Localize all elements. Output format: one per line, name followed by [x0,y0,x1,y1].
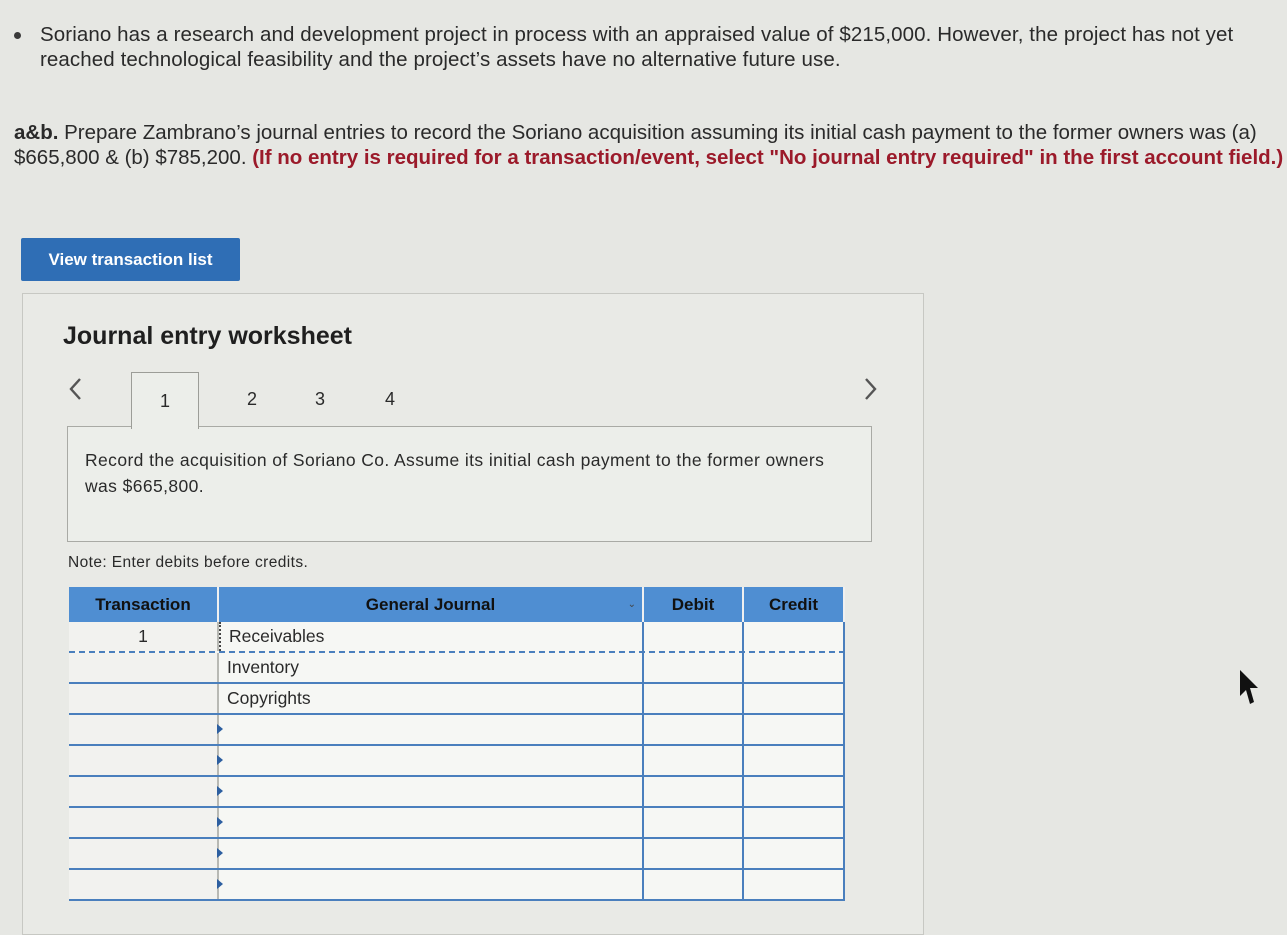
transaction-cell [69,653,219,682]
journal-row [69,808,845,839]
row-marker-icon [217,848,223,858]
tab-1[interactable]: 1 [131,372,199,429]
intro-text: Soriano has a research and development project in process with an appraised value of $215,000. However, the project has not yet reached technological feasibility and the project’s assets have no alternative future use. [40,23,1234,71]
intro-bullet [14,22,1284,72]
transaction-cell [69,746,219,775]
col-header-credit: Credit [744,587,845,622]
account-select[interactable] [219,715,644,744]
question-lead: a&b. [14,121,59,144]
debit-input[interactable] [644,715,744,744]
debit-input[interactable] [644,839,744,868]
credit-input[interactable] [744,808,845,837]
journal-row [69,684,845,715]
transaction-description-box [67,426,872,542]
debit-input[interactable] [644,622,744,651]
journal-row [69,839,845,870]
transaction-cell [69,715,219,744]
account-select[interactable] [219,870,644,899]
transaction-description: Record the acquisition of Soriano Co. Assume its initial cash payment to the former owners was $665,800. [85,450,825,496]
journal-row [69,746,845,777]
credit-input[interactable] [744,715,845,744]
debit-input[interactable] [644,684,744,713]
worksheet-title: Journal entry worksheet [63,322,352,350]
account-select[interactable] [219,839,644,868]
row-marker-icon [217,879,223,889]
account-select[interactable]: Receivables [219,622,644,651]
credit-input[interactable] [744,746,845,775]
row-marker-icon [217,786,223,796]
question-text: Prepare Zambrano’s journal entries to record the Soriano acquisition assuming its initial cash payment to the former owners was (a) $665,800 & (b) $785,200. [14,121,1257,169]
credit-input[interactable] [744,870,845,899]
credit-input[interactable] [744,684,845,713]
account-select[interactable] [219,808,644,837]
journal-row [69,715,845,746]
debit-input[interactable] [644,653,744,682]
debits-note: Note: Enter debits before credits. [68,554,309,571]
transaction-cell [69,777,219,806]
transaction-cell [69,839,219,868]
debit-input[interactable] [644,777,744,806]
row-marker-icon [217,817,223,827]
credit-input[interactable] [744,653,845,682]
account-select[interactable] [219,746,644,775]
journal-row [69,870,845,901]
row-marker-icon [217,755,223,765]
transaction-cell [69,684,219,713]
mouse-pointer-icon [1238,668,1260,706]
question-prompt [14,120,1284,170]
view-transaction-list-button[interactable]: View transaction list [21,238,240,281]
journal-header-row [69,587,845,622]
general-journal-table [69,587,845,901]
debit-input[interactable] [644,808,744,837]
transaction-cell: 1 [69,622,219,651]
transaction-cell [69,870,219,899]
row-marker-icon [217,724,223,734]
account-select[interactable]: Copyrights [219,684,644,713]
chevron-right-icon[interactable] [863,376,879,407]
col-header-debit: Debit [644,587,744,622]
col-header-transaction: Transaction [69,587,219,622]
journal-row [69,777,845,808]
journal-entry-worksheet-panel [22,293,924,935]
journal-row [69,622,845,653]
debit-input[interactable] [644,870,744,899]
transaction-cell [69,808,219,837]
bullet-dot-icon [14,32,21,39]
question-warning: (If no entry is required for a transaction/event, select "No journal entry required" in the first account field.) [252,146,1284,169]
credit-input[interactable] [744,622,845,651]
credit-input[interactable] [744,839,845,868]
tab-4[interactable]: 4 [384,388,395,409]
credit-input[interactable] [744,777,845,806]
tab-2[interactable]: 2 [246,388,257,409]
tab-3[interactable]: 3 [314,388,325,409]
journal-row [69,653,845,684]
dropdown-arrow-icon[interactable]: ⌄ [627,599,636,610]
debit-input[interactable] [644,746,744,775]
account-select[interactable]: Inventory [219,653,644,682]
col-header-general-journal [219,587,644,622]
col-header-general-journal-label: General Journal [365,594,496,614]
account-select[interactable] [219,777,644,806]
chevron-left-icon[interactable] [67,376,83,407]
